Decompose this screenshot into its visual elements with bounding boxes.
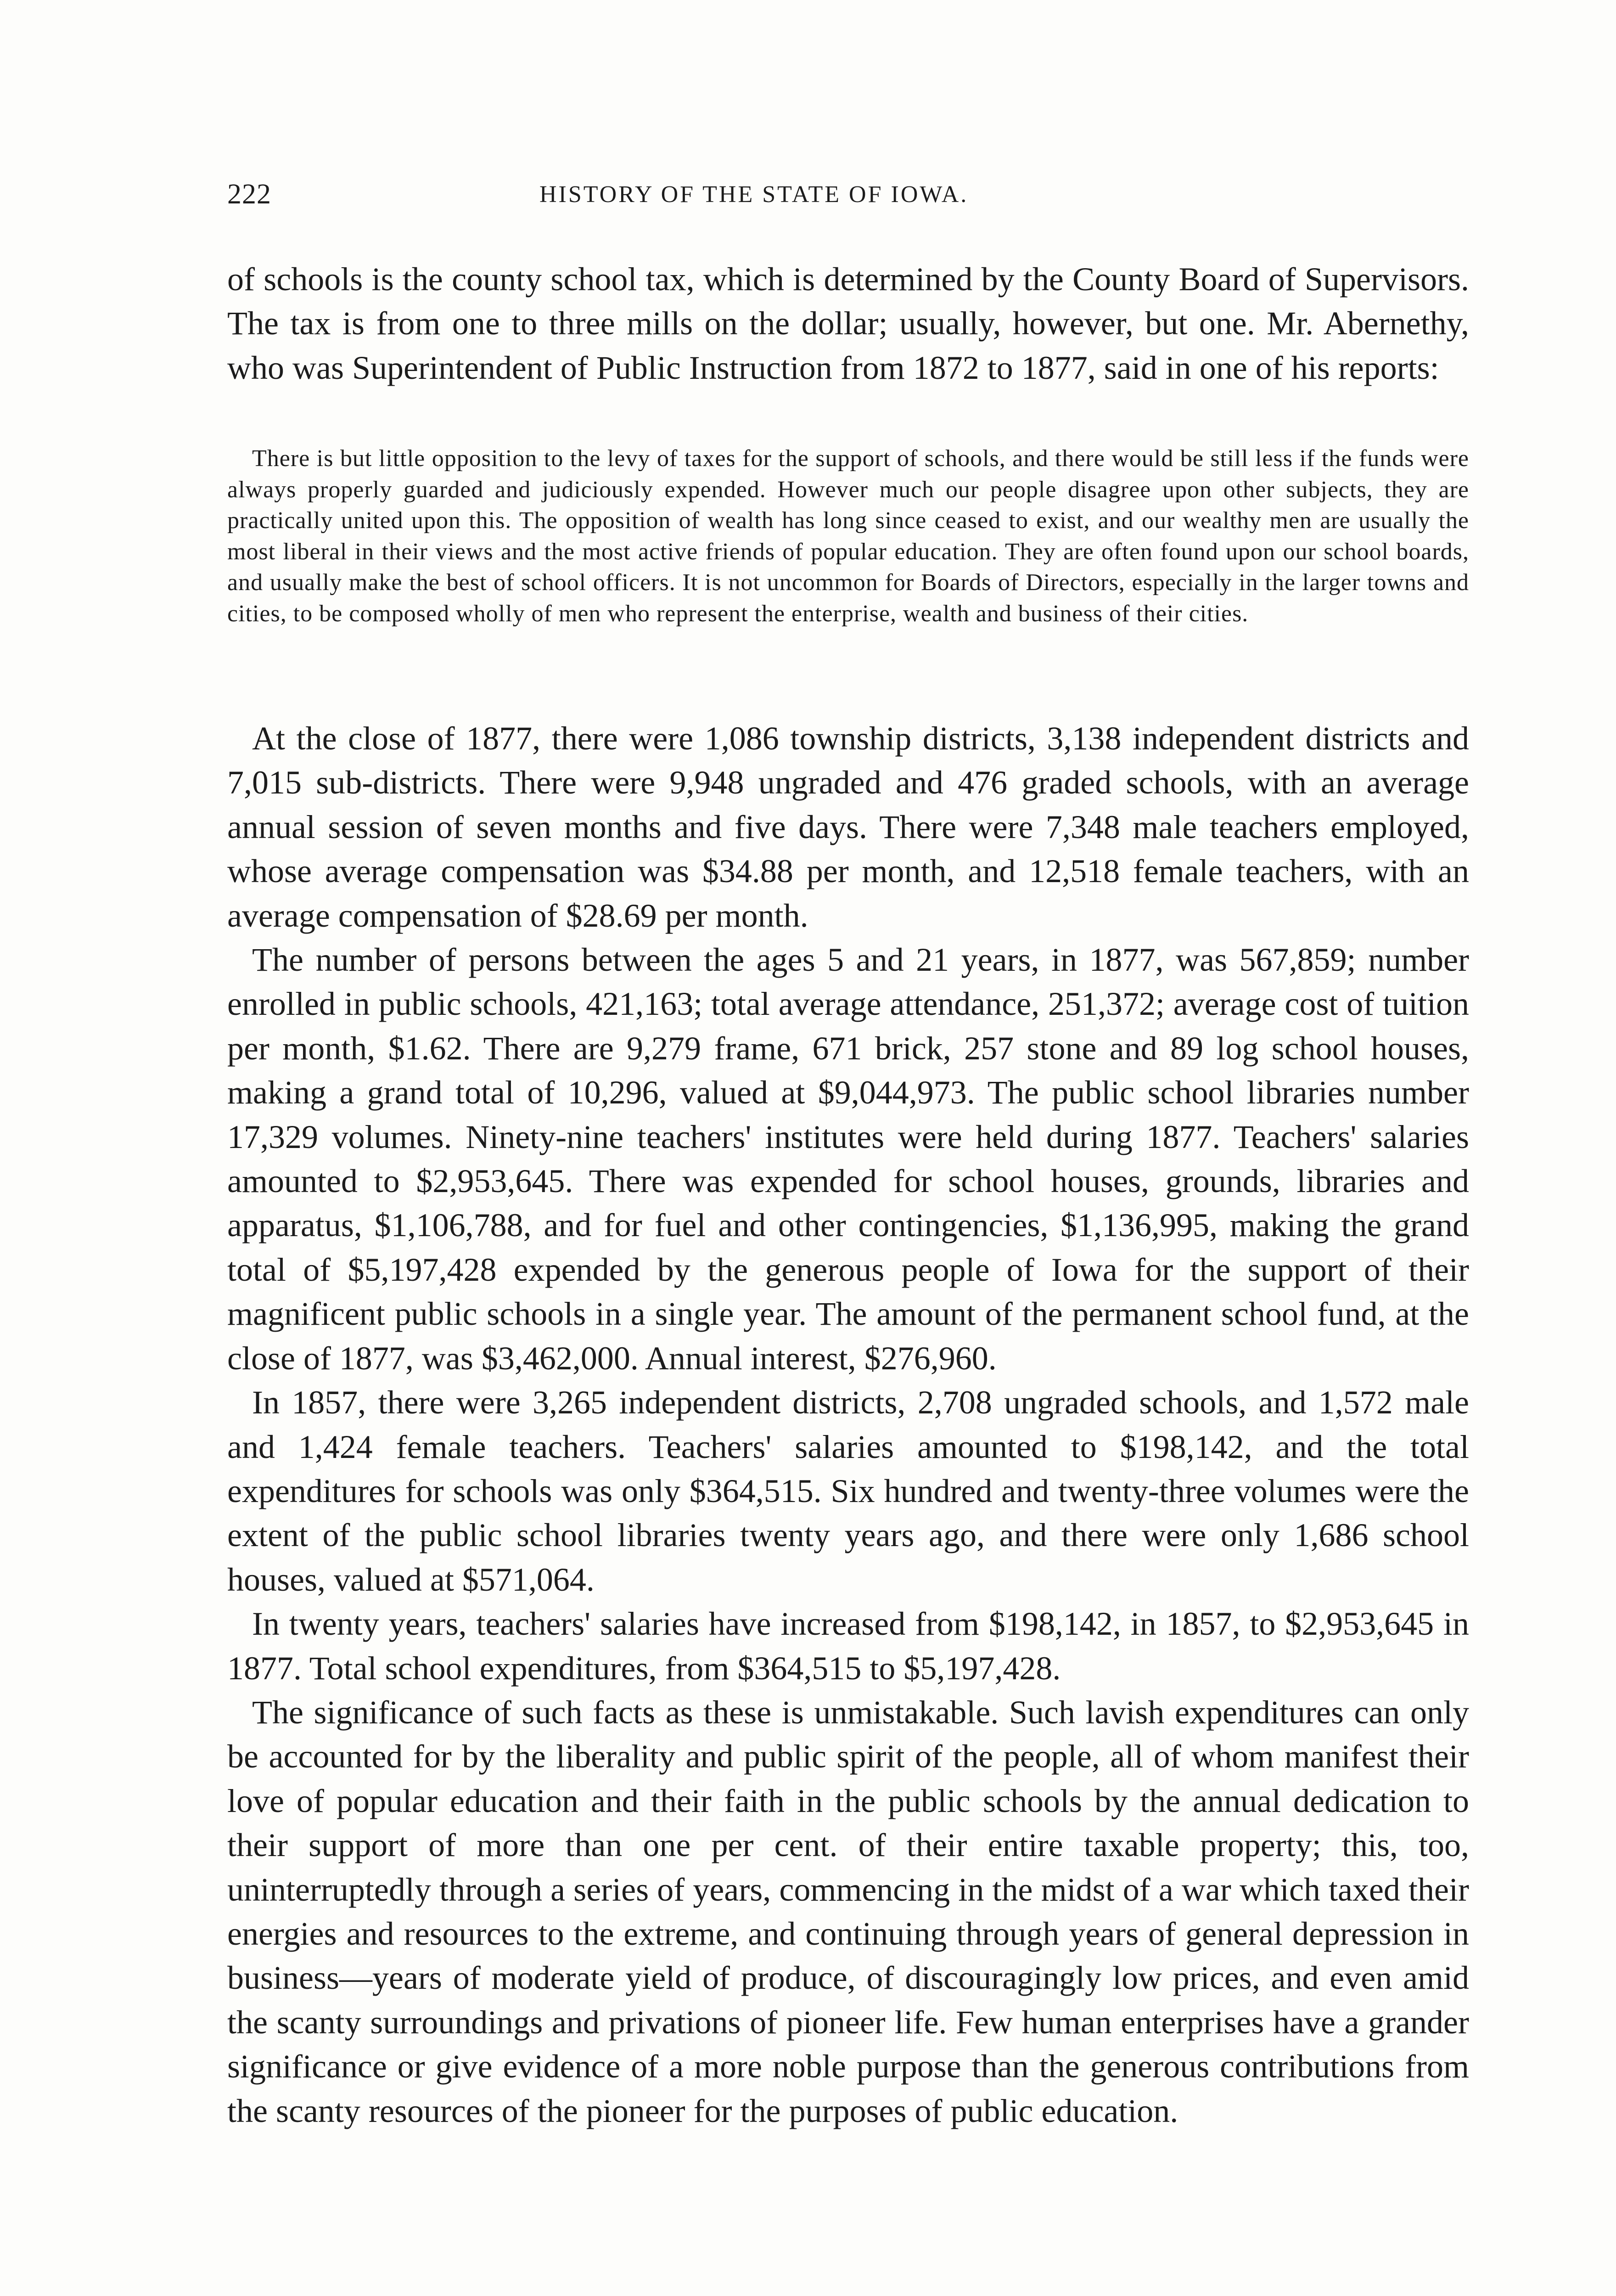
intro-paragraph: of schools is the county school tax, which is determined by the County Board of Supervisors. The tax is from one to three mills on the dollar; usually, however, but one. Mr. Abernethy, who was Superintendent of Public Instruction from 1872 to 1877, said in one of his reports: [227, 261, 1469, 386]
page-header [227, 178, 1481, 219]
intro-paragraph-block [227, 257, 1469, 390]
paragraph-enrollment-1877: The number of persons between the ages 5 and 21 years, in 1877, was 567,859; number enrolled in public schools, 421,163; total average attendance, 251,372; average cost of tuition per month, $1.62. There are 9,279 frame, 671 brick, 257 stone and 89 log school houses, making a grand total of 10,296, valued at $9,044,973. The public school libraries number 17,329 volumes. Ninety-nine teachers' institutes were held during 1877. Teachers' salaries amounted to $2,953,645. There was expended for school houses, grounds, libraries and apparatus, $1,106,788, and for fuel and other contingencies, $1,136,995, making the grand total of $5,197,428 expended by the generous people of Iowa for the support of their magnificent public schools in a single year. The amount of the permanent school fund, at the close of 1877, was $3,462,000. Annual interest, $276,960. [227, 941, 1469, 1377]
paragraph-significance: The significance of such facts as these is unmistakable. Such lavish expenditures can only be accounted for by the liberality and public spirit of the people, all of whom manifest their love of popular education and their faith in the public schools by the annual dedication to their support of more than one per cent. of their entire taxable property; this, too, uninterruptedly through a series of years, commencing in the midst of a war which taxed their energies and resources to the extreme, and continuing through years of general depression in business—years of moderate yield of produce, of discouragingly low prices, and even amid the scanty surroundings and privations of pioneer life. Few human enterprises have a grander significance or give evidence of a more noble purpose than the generous contributions from the scanty resources of the pioneer for the purposes of public education. [227, 1694, 1469, 2129]
main-text [227, 716, 1469, 2133]
paragraph-twenty-year-comparison: In twenty years, teachers' salaries have increased from $198,142, in 1857, to $2,953,645 in 1877. Total school expenditures, from $364,515 to $5,197,428. [227, 1605, 1469, 1687]
paragraph-statistics-1877: At the close of 1877, there were 1,086 township districts, 3,138 independent districts and 7,015 sub-districts. There were 9,948 ungraded and 476 graded schools, with an average annual session of seven months and five days. There were 7,348 male teachers employed, whose average compensation was $34.88 per month, and 12,518 female teachers, with an average compensation of $28.69 per month. [227, 720, 1469, 934]
running-head: HISTORY OF THE STATE OF IOWA. [539, 181, 969, 208]
quote-text: There is but little opposition to the levy of taxes for the support of schools, and there would be still less if the funds were always properly guarded and judiciously expended. However much our people disagree upon other subjects, they are practically united upon this. The opposition of wealth has long since ceased to exist, and our wealthy men are usually the most liberal in their views and the most active friends of popular education. They are often found upon our school boards, and usually make the best of school officers. It is not uncommon for Boards of Directors, especially in the larger towns and cities, to be composed wholly of men who represent the enterprise, wealth and business of their cities. [227, 445, 1469, 627]
page-number: 222 [227, 179, 271, 210]
paragraph-statistics-1857: In 1857, there were 3,265 independent districts, 2,708 ungraded schools, and 1,572 male and 1,424 female teachers. Teachers' salaries amounted to $198,142, and the total expenditures for schools was only $364,515. Six hundred and twenty-three volumes were the extent of the public school libraries twenty years ago, and there were only 1,686 school houses, valued at $571,064. [227, 1384, 1469, 1598]
block-quote [227, 443, 1469, 629]
